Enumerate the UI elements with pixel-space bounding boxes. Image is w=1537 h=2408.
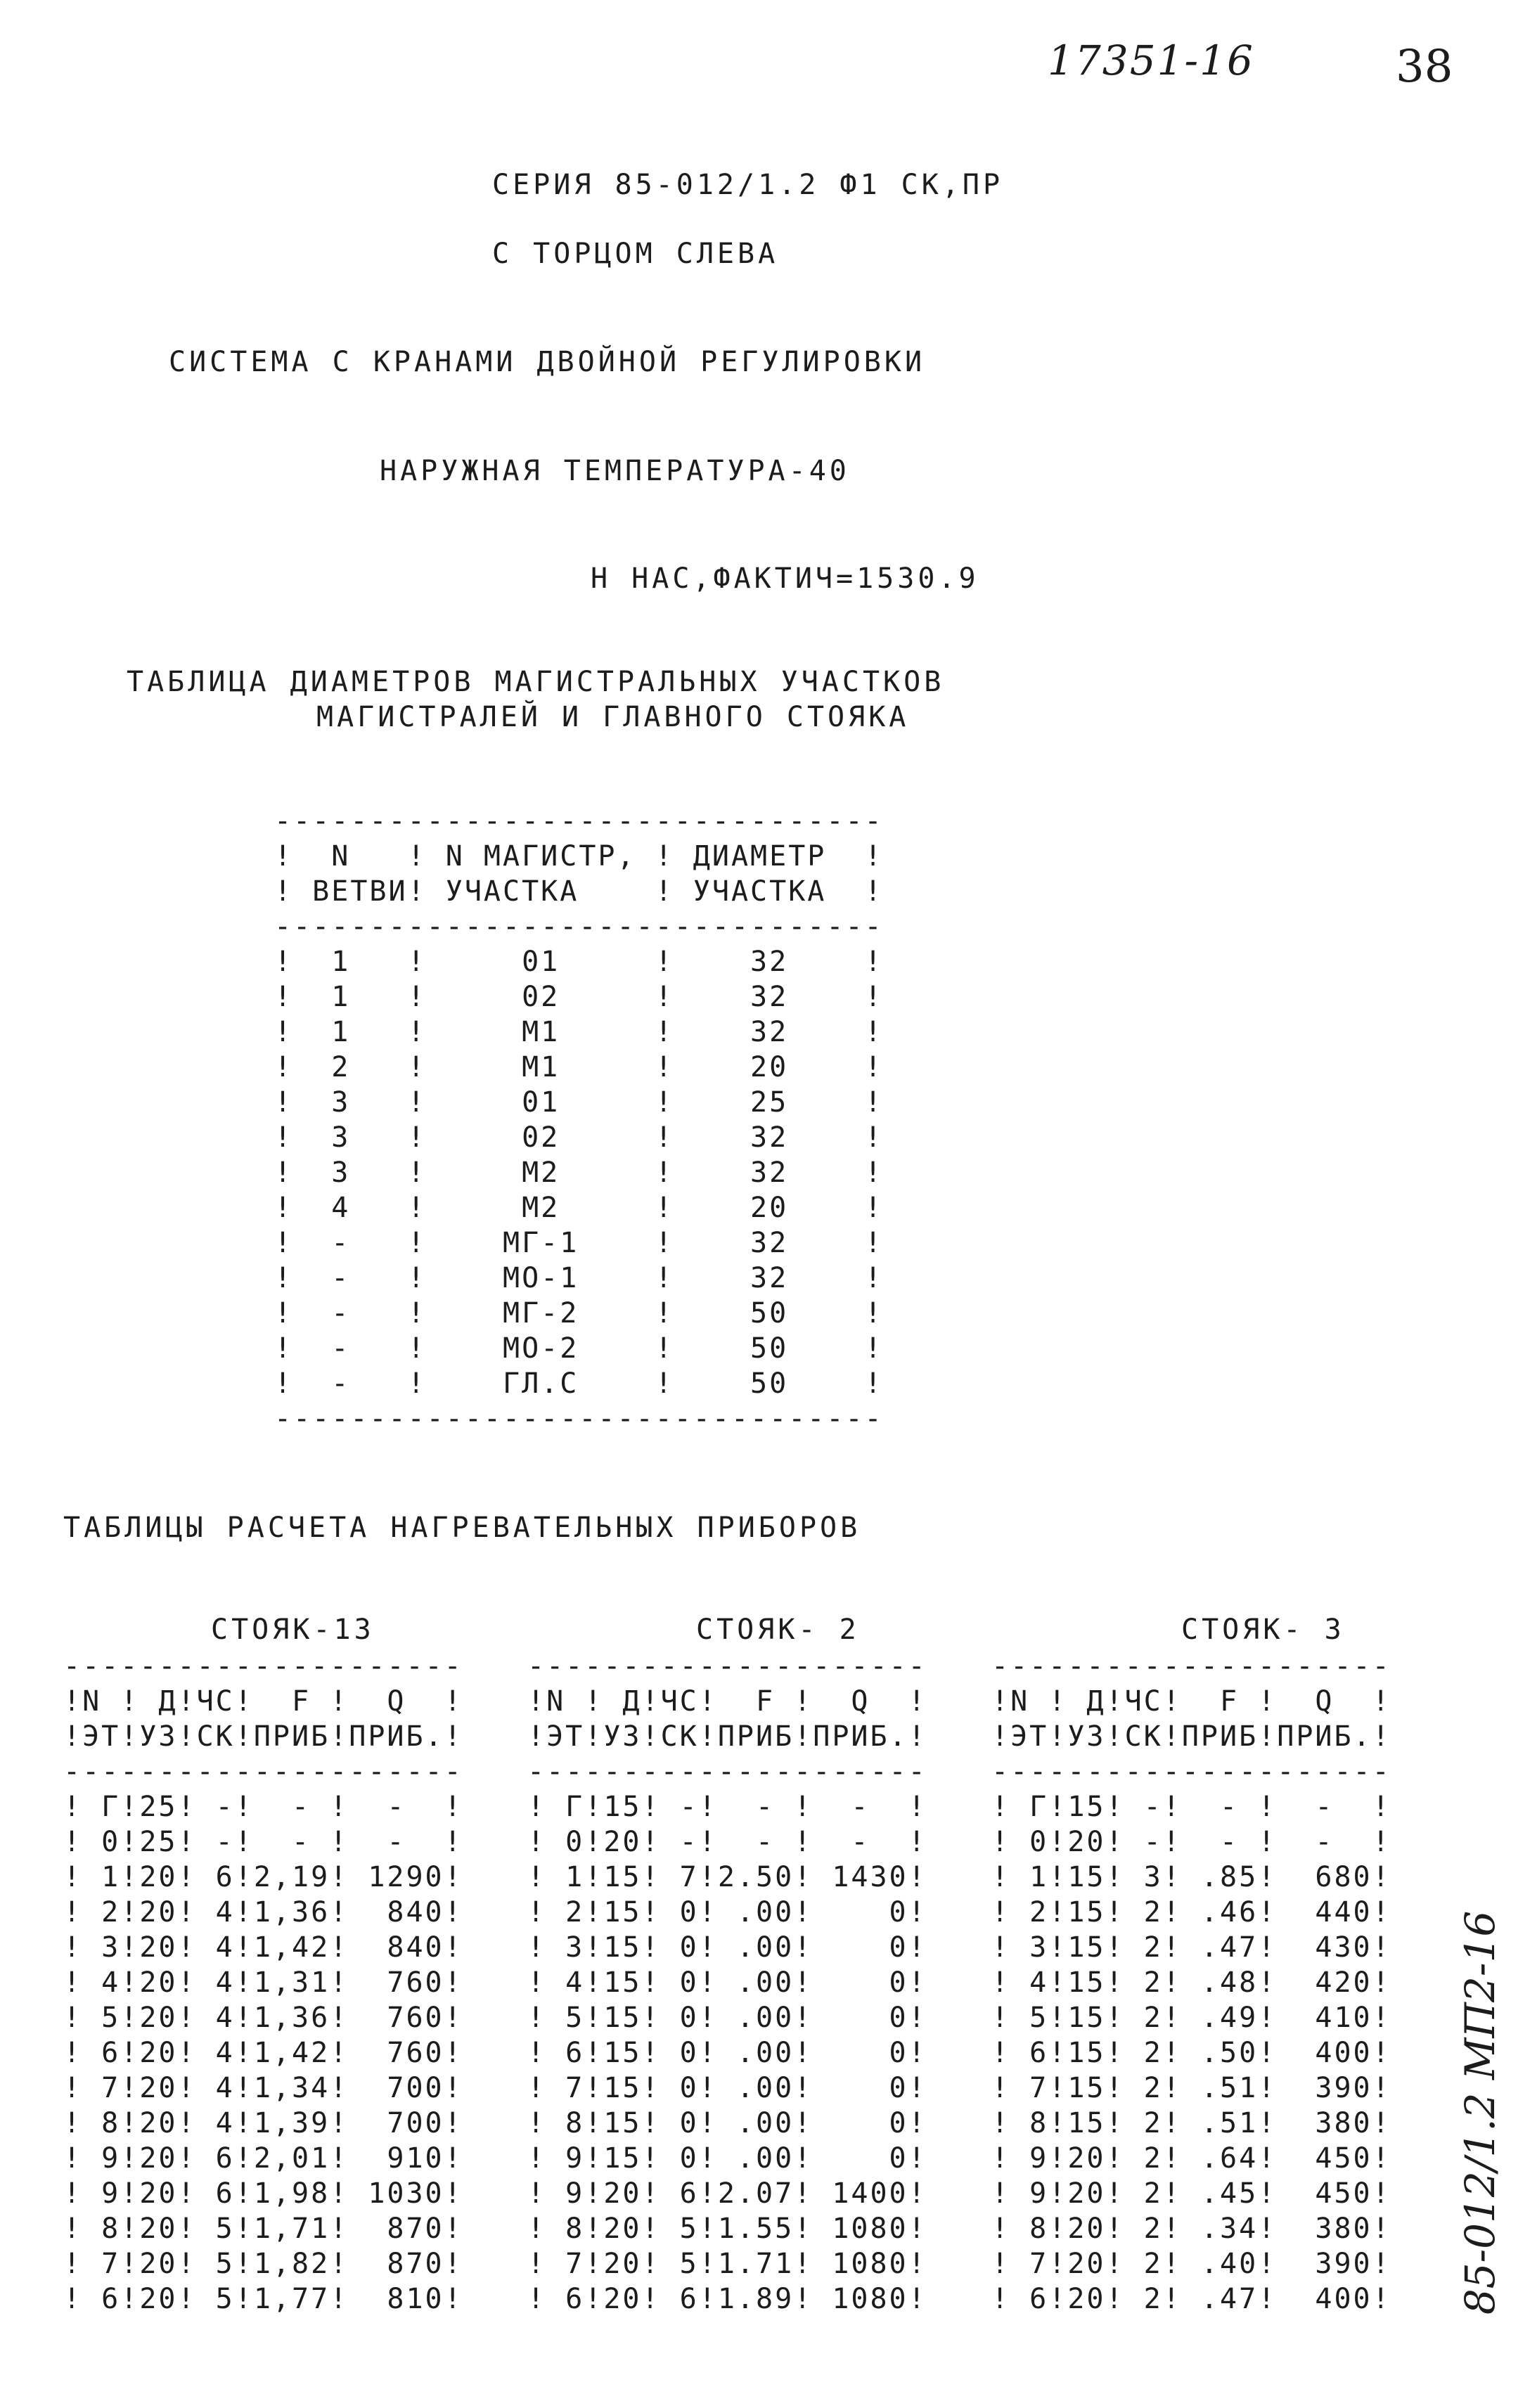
riser-2-table: --------------------- !N ! Д!ЧС! F ! Q ! !ЭТ!УЗ!СК!ПРИБ!ПРИБ.! --------------------- ! Г!15! -! - ! - ! ! 0!20! -! - ! - ! ! 1!15! 7!2.50! 1430! ! 2!15! 0! .00! 0! ! 3!15! 0! .00! 0! ! 4!15! 0! .00! 0! ! 5!15! 0! .00! 0! ! 6!15! 0! .00! 0! ! 7!15! 0! .00! 0! ! 8!15! 0! .00! 0! ! 9!15! 0! .00! 0! ! 9!20! 6!2.07! 1400! ! 8!20! 5!1.55! 1080! ! 7!20! 5!1.71! 1080! ! 6!20! 6!1.89! 1080! xyxy=(527,1650,927,2315)
series-title: СЕРИЯ 85-012/1.2 Ф1 СК,ПР xyxy=(492,169,1004,201)
diameter-table-subtitle: МАГИСТРАЛЕЙ И ГЛАВНОГО СТОЯКА xyxy=(316,701,910,733)
pump-head-value: Н НАС,ФАКТИЧ=1530.9 xyxy=(591,562,979,595)
riser-3-heading: СТОЯК- 3 xyxy=(1181,1614,1345,1646)
variant-title: С ТОРЦОМ СЛЕВА xyxy=(492,238,779,270)
document-number: 17351-16 xyxy=(1048,37,1254,84)
heaters-table-title: ТАБЛИЦЫ РАСЧЕТА НАГРЕВАТЕЛЬНЫХ ПРИБОРОВ xyxy=(63,1512,861,1544)
riser-3-table: --------------------- !N ! Д!ЧС! F ! Q ! !ЭТ!УЗ!СК!ПРИБ!ПРИБ.! --------------------- ! Г!15! -! - ! - ! ! 0!20! -! - ! - ! ! 1!15! 3! .85! 680! ! 2!15! 2! .46! 440! ! 3!15! 2! .47! 430! ! 4!15! 2! .48! 420! ! 5!15! 2! .49! 410! ! 6!15! 2! .50! 400! ! 7!15! 2! .51! 390! ! 8!15! 2! .51! 380! ! 9!20! 2! .64! 450! ! 9!20! 2! .45! 450! ! 8!20! 2! .34! 380! ! 7!20! 2! .40! 390! ! 6!20! 2! .47! 400! xyxy=(991,1650,1391,2315)
diameter-table-title: ТАБЛИЦА ДИАМЕТРОВ МАГИСТРАЛЬНЫХ УЧАСТКОВ xyxy=(127,666,945,698)
outdoor-temperature: НАРУЖНАЯ ТЕМПЕРАТУРА-40 xyxy=(380,455,850,487)
system-title: СИСТЕМА С КРАНАМИ ДВОЙНОЙ РЕГУЛИРОВКИ xyxy=(169,346,926,378)
page-number: 38 xyxy=(1396,41,1453,93)
diameter-table: -------------------------------- ! N ! N МАГИСТР, ! ДИАМЕТР ! ! ВЕТВИ! УЧАСТКА ! УЧАСТКА ! -------------------------------- ! 1 ! 01 ! 32 ! ! 1 ! 02 ! 32 ! ! 1 ! М1 ! 32 ! ! 2 ! М1 ! 20 ! ! 3 ! 01 ! 25 ! ! 3 ! 02 ! 32 ! ! 3 ! М2 ! 32 ! ! 4 ! М2 ! 20 ! ! - ! МГ-1 ! 32 ! ! - ! МО-1 ! 32 ! ! - ! МГ-2 ! 50 ! ! - ! МО-2 ! 50 ! ! - ! ГЛ.С ! 50 ! -------------------------------- xyxy=(274,805,884,1435)
riser-2-heading: СТОЯК- 2 xyxy=(696,1614,860,1646)
margin-stamp: 85-012/1.2 МП2-16 xyxy=(1456,1910,1504,2315)
riser-13-heading: СТОЯК-13 xyxy=(211,1614,375,1646)
riser-13-table: --------------------- !N ! Д!ЧС! F ! Q ! !ЭТ!УЗ!СК!ПРИБ!ПРИБ.! --------------------- ! Г!25! -! - ! - ! ! 0!25! -! - ! - ! ! 1!20! 6!2,19! 1290! ! 2!20! 4!1,36! 840! ! 3!20! 4!1,42! 840! ! 4!20! 4!1,31! 760! ! 5!20! 4!1,36! 760! ! 6!20! 4!1,42! 760! ! 7!20! 4!1,34! 700! ! 8!20! 4!1,39! 700! ! 9!20! 6!2,01! 910! ! 9!20! 6!1,98! 1030! ! 8!20! 5!1,71! 870! ! 7!20! 5!1,82! 870! ! 6!20! 5!1,77! 810! xyxy=(63,1650,463,2315)
